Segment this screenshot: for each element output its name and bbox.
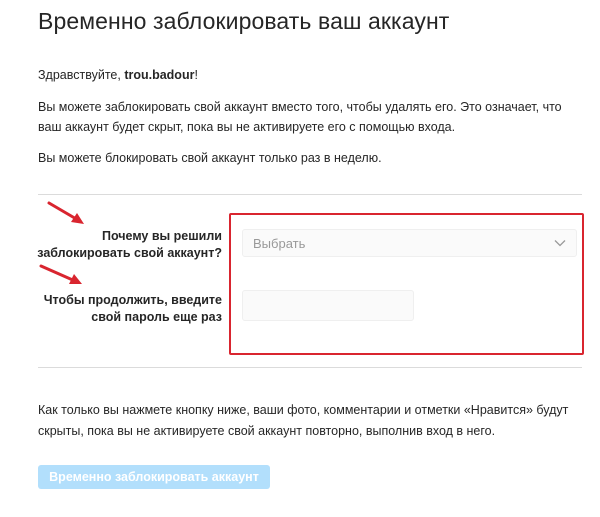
divider [38, 367, 582, 368]
page-title: Временно заблокировать ваш аккаунт [38, 8, 450, 34]
greeting [38, 68, 198, 82]
reason-select-value: Выбрать [253, 235, 306, 251]
notice-text: Как только вы нажмете кнопку ниже, ваши фото, комментарии и отметки «Нравится» будут скрыты, пока вы не активируете свой аккаунт повторно, выполнив вход в него. [38, 403, 569, 438]
chevron-down-icon [554, 239, 566, 247]
password-input[interactable] [242, 290, 414, 321]
username: trou.badour [124, 68, 195, 82]
greeting-prefix: Здравствуйте, [38, 68, 125, 82]
annotation-arrow-icon [46, 200, 86, 226]
intro-paragraph-2: Вы можете блокировать свой аккаунт только раз в неделю. [38, 151, 382, 165]
intro-paragraph-1: Вы можете заблокировать свой аккаунт вместо того, чтобы удалять его. Это означает, что ваш аккаунт будет скрыт, пока вы не активируете его с помощью входа. [38, 100, 562, 134]
annotation-arrow-icon [38, 262, 84, 288]
divider [38, 194, 582, 195]
reason-select[interactable] [242, 229, 577, 257]
temporarily-block-account-button[interactable]: Временно заблокировать аккаунт [38, 465, 270, 489]
greeting-suffix: ! [194, 68, 198, 82]
password-label: Чтобы продолжить, введите свой пароль еще раз [43, 293, 222, 324]
reason-label: Почему вы решили заблокировать свой аккаунт? [37, 229, 222, 260]
